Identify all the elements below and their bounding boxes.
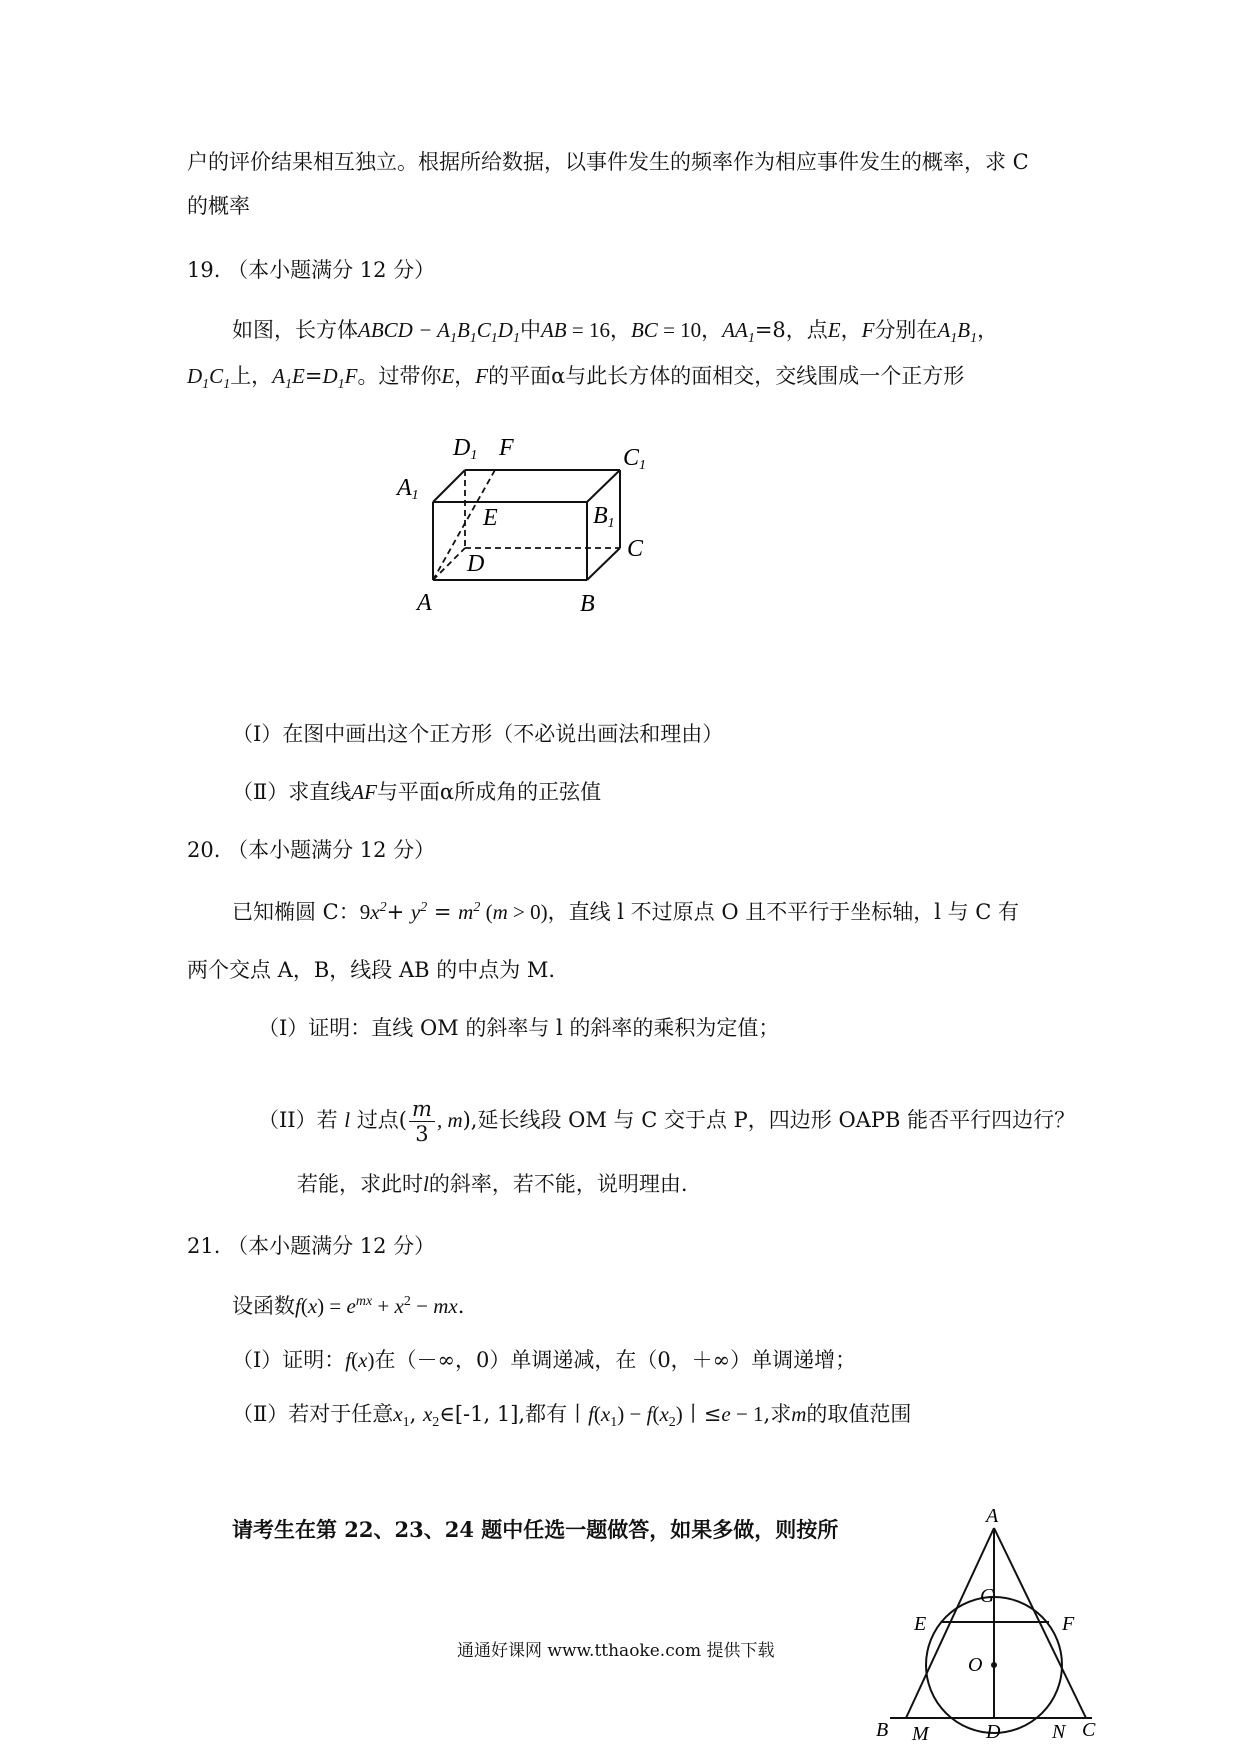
q20-statement-line2: 两个交点 A，B，线段 AB 的中点为 M. <box>187 958 556 982</box>
label-D: D <box>467 551 485 577</box>
fig2-label-G: G <box>980 1585 995 1607</box>
fig2-label-B: B <box>876 1719 889 1741</box>
triangle-circle-figure <box>876 1500 1096 1750</box>
fig2-label-A: A <box>986 1505 999 1527</box>
q19-part1: （Ⅰ）在图中画出这个正方形（不必说出画法和理由） <box>232 722 724 746</box>
q19-statement-line1: 如图，长方体ABCD − $A_1B_1C_1D_1$中AB = 16，BC = 10，$AA_1=8$，点E，F分别在$A_1B_1$， <box>232 318 999 347</box>
q20-part2: （II）若 l 过点( $\frac{m}{3}$ , m),延长线段 OM 与 C 交于点 P，四边形 OAPB 能否平行四边行？ <box>258 1097 1076 1146</box>
q20-header: 20. （本小题满分 12 分） <box>187 838 436 862</box>
label-A: A <box>417 590 432 616</box>
q21-part2: （Ⅱ）若对于任意$x_1$, $x_2\in[-1$, 1],都有丨$f(x_1) - f(x_2)$丨≤e − 1,求m的取值范围 <box>232 1402 912 1431</box>
label-B1: B1 <box>593 503 615 531</box>
label-C: C <box>627 536 644 562</box>
fig2-label-M: M <box>912 1723 929 1745</box>
label-E: E <box>483 505 498 531</box>
fig2-label-N: N <box>1052 1721 1066 1743</box>
footer-text: 通通好课网 www.tthaoke.com 提供下载 <box>457 1641 775 1661</box>
fig2-label-E: E <box>914 1613 927 1635</box>
q21-header: 21. （本小题满分 12 分） <box>187 1234 436 1258</box>
label-D1: D1 <box>453 435 478 463</box>
label-F: F <box>499 435 514 461</box>
q21-part1: （Ⅰ）证明：f(x)在（－∞，0）单调递减，在（0，＋∞）单调递增； <box>232 1348 857 1372</box>
fig2-label-C: C <box>1082 1719 1096 1741</box>
label-A1: A1 <box>397 475 419 503</box>
label-B: B <box>580 591 595 617</box>
fig2-label-D: D <box>986 1721 1001 1743</box>
q19-part2: （Ⅱ）求直线AF与平面α所成角的正弦值 <box>232 780 602 804</box>
q22-notice: 请考生在第 22、23、24 题中任选一题做答，如果多做，则按所 <box>232 1517 839 1542</box>
q19-header: 19. （本小题满分 12 分） <box>187 258 436 282</box>
q20-part1: （I）证明：直线 OM 的斜率与 l 的斜率的乘积为定值； <box>258 1016 780 1040</box>
fig2-label-O: O <box>968 1654 983 1676</box>
fig2-label-F: F <box>1062 1613 1075 1635</box>
q20-part2-line2: 若能，求此时l的斜率，若不能，说明理由. <box>297 1172 688 1196</box>
q21-statement: 设函数$f(x) = e^{mx} + x^2$ − mx. <box>232 1294 465 1318</box>
cuboid-figure <box>395 425 695 625</box>
q18-tail-line1: 户的评价结果相互独立。根据所给数据，以事件发生的频率作为相应事件发生的概率，求 C <box>187 150 1029 174</box>
q19-statement-line2: $D_1C_1$上，$A_1E=D_1F$。过带你E，F的平面α与此长方体的面相交，交线围成一个正方形 <box>187 364 965 393</box>
q18-tail-line2: 的概率 <box>187 194 250 218</box>
label-C1: C1 <box>623 445 647 473</box>
q20-statement-line1: 已知椭圆 C：$9x^2+ y^2 = m^2$ (m > 0)，直线 l 不过原点 O 且不平行于坐标轴，l 与 C 有 <box>232 900 1020 924</box>
